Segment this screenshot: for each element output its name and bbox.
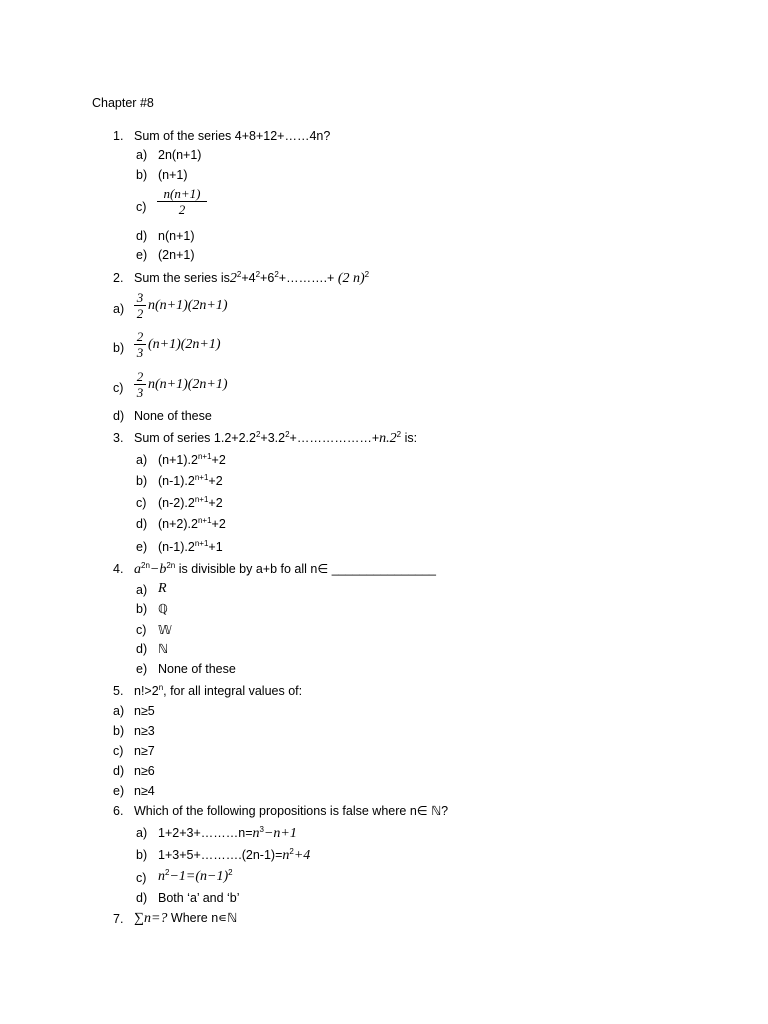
- q3-r4: n.2: [379, 431, 397, 446]
- q3-opt-e-base: (n-1).2: [158, 540, 195, 554]
- q2-opt-a-fraction: [134, 290, 146, 321]
- q5-opt-e-label: e): [113, 784, 125, 798]
- q3-opt-b: [158, 473, 223, 489]
- q3-r2: 2: [285, 429, 290, 439]
- q2-opt-c-numerator: 2: [134, 369, 146, 385]
- q6-opt-b-label: b): [136, 848, 148, 862]
- q5-text: [134, 683, 302, 699]
- q2-opt-c-label: c): [113, 381, 124, 395]
- q1-opt-d: n(n+1): [158, 229, 195, 243]
- q6-opt-d-label: d): [136, 891, 148, 905]
- q3-text: [134, 430, 417, 447]
- q2-s0: 2: [229, 271, 237, 286]
- q2-s5: 2: [274, 269, 279, 279]
- q3-opt-c-base: (n-2).2: [158, 496, 195, 510]
- q3-opt-a: [158, 452, 226, 468]
- q4-opt-b: ℚ: [158, 602, 168, 616]
- q2-opt-b-fraction: [134, 329, 146, 360]
- q6-opt-b-post: +4: [293, 848, 311, 863]
- q3-opt-e-exp: n+1: [194, 538, 209, 548]
- q4-opt-c-label: c): [136, 623, 147, 637]
- q7-number: 7.: [113, 912, 124, 926]
- q4-opt-c: 𝕎: [158, 623, 172, 637]
- q4-opt-b-label: b): [136, 602, 148, 616]
- q3-opt-c-exp: n+1: [194, 494, 209, 504]
- q2-s2: +4: [241, 271, 256, 285]
- q2-opt-b-numerator: 2: [134, 329, 146, 345]
- q2-s8: 2: [364, 269, 370, 279]
- q3-r0: 2: [255, 429, 261, 439]
- q3-opt-b-base: (n-1).2: [158, 474, 195, 488]
- q6-opt-c-label: c): [136, 871, 147, 885]
- q2-number: 2.: [113, 271, 124, 285]
- q1-opt-c-denominator: 2: [178, 202, 186, 217]
- q3-opt-a-post: +2: [211, 453, 226, 467]
- q1-opt-c-fraction: [157, 186, 207, 217]
- q1-number: 1.: [113, 129, 124, 143]
- q1-opt-a-label: a): [136, 148, 148, 162]
- q3-opt-c-label: c): [136, 496, 147, 510]
- q2-opt-c-denominator: 3: [136, 385, 144, 400]
- q1-opt-b: (n+1): [158, 168, 188, 182]
- q2-opt-a-numerator: 3: [134, 290, 146, 306]
- q3-r1: +3.2: [260, 431, 286, 445]
- q6-opt-c-post: −1=(n−1): [169, 869, 229, 884]
- q2-opt-b-label: b): [113, 341, 125, 355]
- q1-opt-c-numerator: n(n+1): [157, 186, 207, 202]
- q2-opt-b: (n+1)(2n+1): [148, 337, 221, 352]
- q4-b: b: [159, 562, 167, 577]
- q2-s1: 2: [236, 269, 242, 279]
- q1-opt-e-label: e): [136, 248, 148, 262]
- q3-opt-d-exp: n+1: [197, 515, 212, 525]
- q3-opt-a-label: a): [136, 453, 148, 467]
- q5-opt-c: n≥7: [134, 744, 155, 758]
- q2-opt-b-denominator: 3: [136, 345, 144, 360]
- q2-s4: +6: [260, 271, 275, 285]
- q5-opt-a-label: a): [113, 704, 125, 718]
- q3-opt-c-post: +2: [208, 496, 223, 510]
- q4-opt-e: None of these: [158, 662, 236, 676]
- q4-text: [134, 561, 436, 578]
- q4-a: a: [134, 562, 141, 577]
- q4-opt-a-label: a): [136, 583, 148, 597]
- q6-opt-a-pre: 1+2+3+………n=: [158, 826, 253, 840]
- q3-r5: 2: [396, 429, 402, 439]
- q2-opt-c: n(n+1)(2n+1): [148, 377, 228, 392]
- q6-opt-c-exp2: 2: [228, 867, 233, 877]
- q1-opt-b-label: b): [136, 168, 148, 182]
- q4-opt-a: R: [158, 581, 167, 596]
- q5-opt-b: n≥3: [134, 724, 155, 738]
- q2-text: [134, 270, 369, 287]
- q3-r3: +………………+: [289, 431, 380, 445]
- q3-opt-b-exp: n+1: [194, 472, 209, 482]
- q5-opt-a: n≥5: [134, 704, 155, 718]
- q3-opt-d-label: d): [136, 517, 148, 531]
- q2-s3: 2: [255, 269, 261, 279]
- q2-opt-a-label: a): [113, 302, 125, 316]
- q5-opt-b-label: b): [113, 724, 125, 738]
- q6-opt-a-post: −n+1: [263, 826, 297, 841]
- q1-opt-a: 2n(n+1): [158, 148, 202, 162]
- q2-opt-c-fraction: [134, 369, 146, 400]
- q6-number: 6.: [113, 804, 124, 818]
- q4-number: 4.: [113, 562, 124, 576]
- q6-opt-b: [158, 847, 310, 864]
- q4-opt-e-label: e): [136, 662, 148, 676]
- q5-opt-c-label: c): [113, 744, 124, 758]
- q5-opt-d: n≥6: [134, 764, 155, 778]
- chapter-heading: Chapter #8: [92, 96, 154, 110]
- q2-s7: (2 n): [337, 271, 365, 286]
- q6-opt-a-label: a): [136, 826, 148, 840]
- q3-opt-a-base: (n+1).2: [158, 453, 198, 467]
- q3-opt-b-post: +2: [208, 474, 223, 488]
- q6-opt-a-var: n: [252, 826, 260, 841]
- q3-opt-e-label: e): [136, 540, 148, 554]
- q6-text: Which of the following propositions is false where n∈ ℕ?: [134, 804, 449, 818]
- q4-b-exp: 2n: [166, 560, 176, 570]
- q2-opt-a-denominator: 2: [136, 306, 144, 321]
- q4-opt-d-label: d): [136, 642, 148, 656]
- q3-opt-d-base: (n+2).2: [158, 517, 198, 531]
- q6-opt-d: Both ‘a’ and ‘b’: [158, 891, 240, 905]
- q2-s6: +……….+: [278, 271, 338, 285]
- q6-opt-b-exp: 2: [289, 846, 294, 856]
- q5-text-rest: , for all integral values of:: [163, 684, 303, 698]
- q3-opt-e-post: +1: [208, 540, 223, 554]
- q2-text-lead: Sum the series is: [134, 271, 230, 285]
- q2-opt-d-label: d): [113, 409, 125, 423]
- q5-exp: n: [158, 682, 164, 692]
- q3-r6: is:: [401, 431, 418, 445]
- q3-opt-d-post: +2: [211, 517, 226, 531]
- q4-a-exp: 2n: [141, 560, 150, 570]
- q6-opt-c: [158, 868, 233, 885]
- q1-opt-d-label: d): [136, 229, 148, 243]
- q4-text-rest: is divisible by a+b fo all n∈ _______________: [175, 562, 436, 576]
- q2-opt-d: None of these: [134, 409, 212, 423]
- q3-opt-e: [158, 539, 223, 555]
- q7-sum-expression: ∑n=?: [134, 911, 168, 926]
- q1-text: Sum of the series 4+8+12+……4n?: [134, 129, 331, 143]
- q7-text: [134, 910, 237, 927]
- q5-opt-d-label: d): [113, 764, 125, 778]
- q4-minus: −: [149, 562, 160, 577]
- q1-opt-e: (2n+1): [158, 248, 195, 262]
- q6-opt-b-var: n: [282, 848, 290, 863]
- q1-opt-c-label: c): [136, 200, 147, 214]
- q7-text-rest: Where n∊ℕ: [167, 911, 238, 925]
- q6-opt-a: [158, 825, 297, 842]
- q5-number: 5.: [113, 684, 124, 698]
- q3-opt-b-label: b): [136, 474, 148, 488]
- q6-opt-c-var: n: [158, 869, 165, 884]
- q3-number: 3.: [113, 431, 124, 445]
- q3-opt-c: [158, 495, 223, 511]
- q5-opt-e: n≥4: [134, 784, 155, 798]
- q2-opt-a: n(n+1)(2n+1): [148, 298, 228, 313]
- q3-text-lead: Sum of series 1.2+2.2: [134, 431, 256, 445]
- q6-opt-b-pre: 1+3+5+……….(2n-1)=: [158, 848, 283, 862]
- q6-opt-a-exp: 3: [259, 824, 264, 834]
- q3-opt-a-exp: n+1: [197, 451, 212, 461]
- q4-opt-d: ℕ: [158, 642, 169, 656]
- q5-text-lead: n!>2: [134, 684, 159, 698]
- q6-opt-c-exp: 2: [165, 867, 170, 877]
- q3-opt-d: [158, 516, 226, 532]
